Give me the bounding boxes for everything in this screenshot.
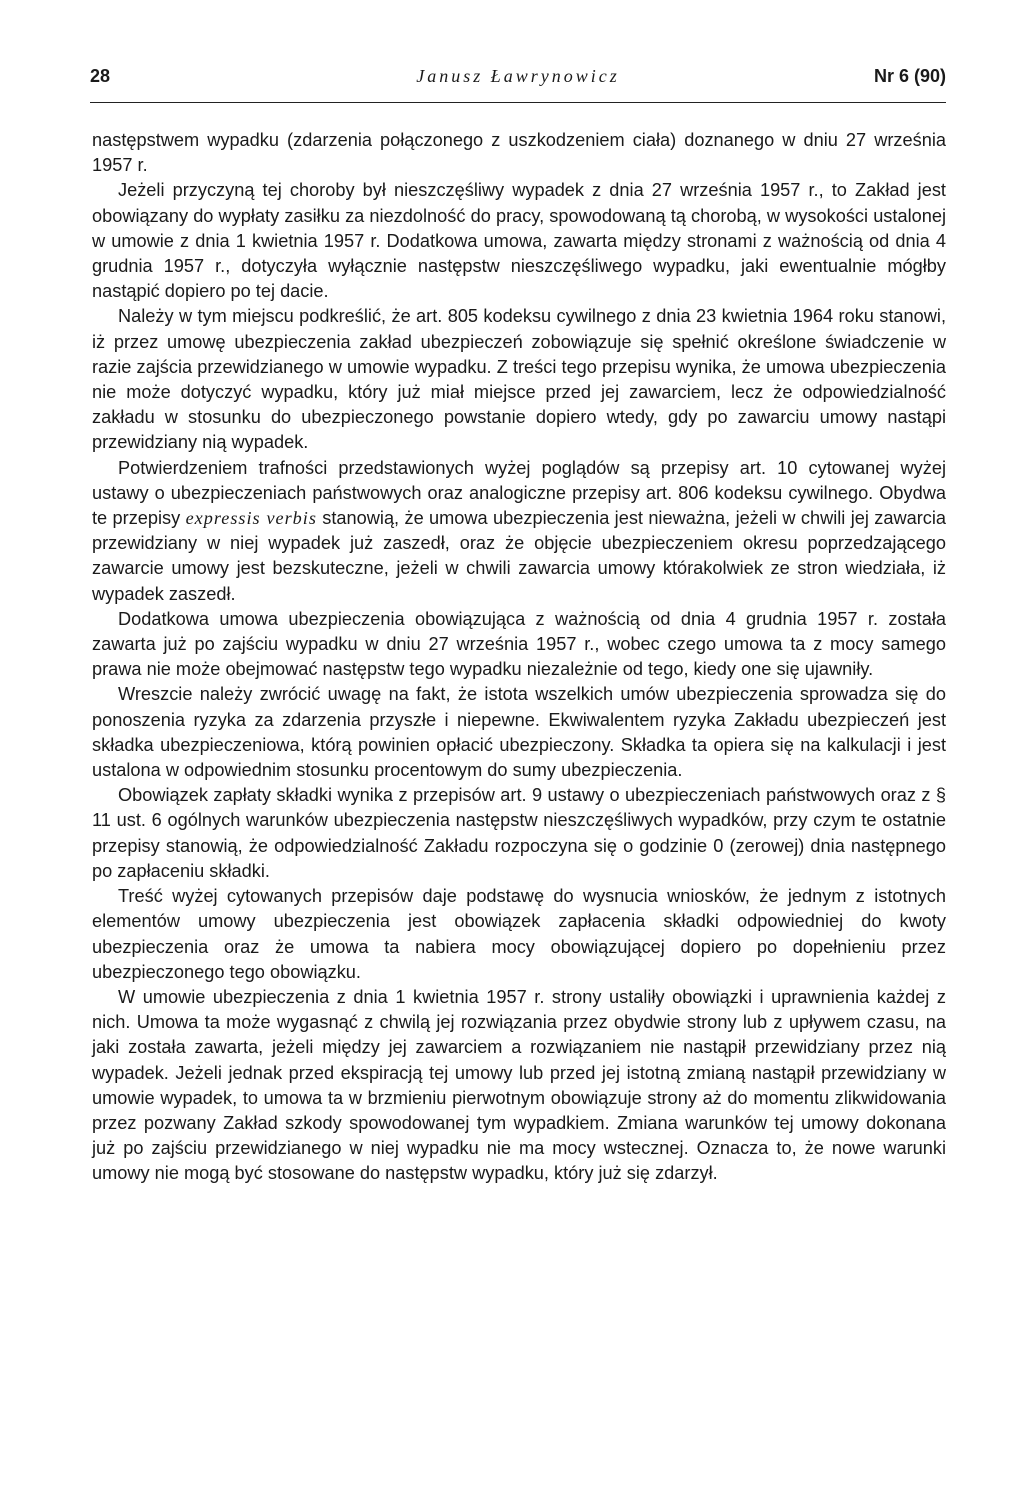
body-text: [92, 128, 946, 1187]
header-rule: [90, 102, 946, 103]
page-number: 28: [90, 66, 111, 86]
paragraph: [92, 456, 946, 607]
page-header: [90, 66, 946, 94]
paragraph: Jeżeli przyczyną tej choroby był nieszczęśliwy wypadek z dnia 27 września 1957 r., to Zakład jest obowiązany do wypłaty zasiłku za niezdolność do pracy, spowodowaną tą chorobą, w wysokości ustalonej w umowie z dnia 1 kwietnia 1957 r. Dodatkowa umowa, zawarta między stronami z ważnością od dnia 4 grudnia 1957 r., dotyczyła wyłącznie następstw nieszczęśliwego wypadku, jaki ewentualnie mógłby nastąpić dopiero po tej dacie.: [92, 180, 946, 302]
latin-phrase: expressis verbis: [185, 508, 317, 529]
paragraph: Dodatkowa umowa ubezpieczenia obowiązująca z ważnością od dnia 4 grudnia 1957 r. została zawarta już po zajściu wypadku w dniu 27 września 1957 r., wobec czego umowa ta z mocy samego prawa nie może obejmować następstw tego wypadku niezależnie od tego, kiedy one się ujawniły.: [92, 608, 946, 680]
paragraph-text: Potwierdzeniem trafności przedstawionych wyżej poglądów są przepisy art. 10 cytowanej wyżej ustawy o ubezpieczeniach państwowych oraz analogiczne przepisy art. 806 kodeksu cywilnego. Obydwa te przepisy: [92, 457, 946, 529]
paragraph: Wreszcie należy zwrócić uwagę na fakt, że istota wszelkich umów ubezpieczenia sprowadza się do ponoszenia ryzyka za zdarzenia przyszłe i niepewne. Ekwiwalentem ryzyka Zakładu ubezpieczeń jest składka ubezpieczeniowa, którą powinien opłacić ubezpieczony. Składka ta opiera się na kalkulacji i jest ustalona w odpowiednim stosunku procentowym do sumy ubezpieczenia.: [92, 684, 946, 781]
paragraph: Obowiązek zapłaty składki wynika z przepisów art. 9 ustawy o ubezpieczeniach państwowych oraz z § 11 ust. 6 ogólnych warunków ubezpieczenia następstw nieszczęśliwych wypadków, przy czym te ostatnie przepisy stanowią, że odpowiedzialność Zakładu rozpoczyna się o godzinie 0 (zerowej) dnia następnego po zapłaceniu składki.: [92, 785, 946, 881]
paragraph: W umowie ubezpieczenia z dnia 1 kwietnia 1957 r. strony ustaliły obowiązki i uprawnienia każdej z nich. Umowa ta może wygasnąć z chwilą jej rozwiązania przez obydwie strony lub z upływem czasu, na jaki została zawarta, jeżeli między jej zawarciem a rozwiązaniem nie nastąpił przewidziany przez nią wypadek. Jeżeli jednak przed ekspiracją tej umowy lub przed jej istotną zmianą nastąpił przewidziany w umowie wypadek, to umowa ta w brzmieniu pierwotnym obowiązuje strony aż do momentu zlikwidowania przez pozwany Zakład szkody spowodowanej tym wypadkiem. Zmiana warunków tej umowy dokonana już po zajściu przewidzianego w niej wypadku nie ma mocy wstecznej. Oznacza to, że nowe warunki umowy nie mogą być stosowane do następstw wypadku, który już się zdarzył.: [92, 986, 946, 1184]
paragraph: następstwem wypadku (zdarzenia połączonego z uszkodzeniem ciała) doznanego w dniu 27 września 1957 r.: [92, 130, 946, 176]
issue-number: Nr 6 (90): [873, 66, 946, 86]
paragraph: Treść wyżej cytowanych przepisów daje podstawę do wysnucia wniosków, że jednym z istotnych elementów umowy ubezpieczenia jest obowiązek zapłacenia składki odpowiedniej do kwoty ubezpieczenia oraz że umowa ta nabiera mocy obowiązującej dopiero po dopełnieniu przez ubezpieczonego tego obowiązku.: [92, 886, 946, 982]
running-head-author: Janusz Ławrynowicz: [416, 66, 620, 86]
paragraph: Należy w tym miejscu podkreślić, że art. 805 kodeksu cywilnego z dnia 23 kwietnia 1964 roku stanowi, iż przez umowę ubezpieczenia zakład ubezpieczeń zobowiązuje się spełnić określone świadczenie w razie zajścia przewidzianego w umowie wypadku. Z treści tego przepisu wynika, że umowa ubezpieczenia nie może dotyczyć wypadku, który już miał miejsce przed jej zawarciem, lecz że odpowiedzialność zakładu w stosunku do ubezpieczonego powstanie dopiero wtedy, gdy po zawarciu umowy nastąpi przewidziany nią wypadek.: [92, 306, 946, 453]
paragraph-text: stanowią, że umowa ubezpieczenia jest nieważna, jeżeli w chwili jej zawarcia przewidziany w niej wypadek już zaszedł, oraz że objęcie ubezpieczeniem okresu poprzedzającego zawarcie umowy jest bezskuteczne, jeżeli w chwili zawarcia umowy którakolwiek ze stron wiedziała, iż wypadek zaszedł.: [92, 508, 947, 604]
